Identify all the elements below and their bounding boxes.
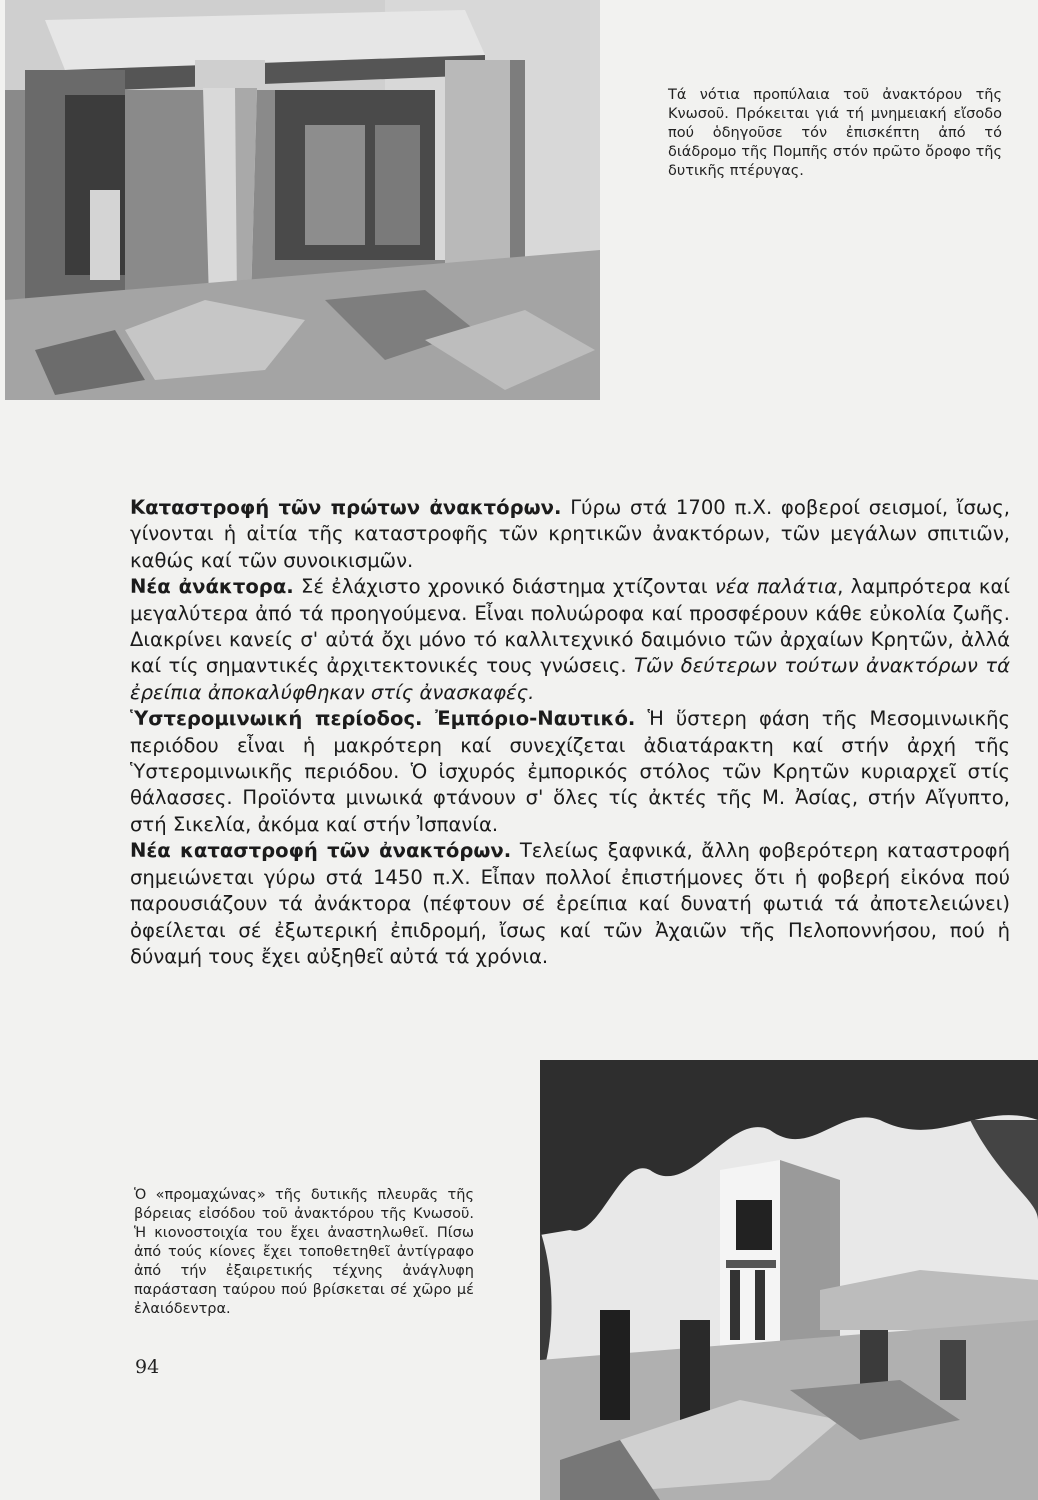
main-text bbox=[130, 495, 1010, 970]
paragraph-heading: Ὑστερομινωική περίοδος. Ἐμπόριο-Ναυτικό. bbox=[130, 707, 636, 731]
photo-north-entrance-bastion bbox=[540, 1060, 1038, 1500]
paragraph-italic: νέα παλάτια bbox=[714, 575, 838, 599]
paragraph-new-palaces bbox=[130, 574, 1010, 706]
paragraph-heading: Καταστροφή τῶν πρώτων ἀνακτόρων. bbox=[130, 496, 562, 519]
caption-bastion: Ὁ «προμαχώνας» τῆς δυτικῆς πλευρᾶς τῆς βόρειας εἰσόδου τοῦ ἀνακτόρου τῆς Κνωσοῦ. Ἡ κιονοστοιχία του ἔχει ἀναστηλωθεῖ. Πίσω ἀπό τούς κίονες ἔχει τοποθετηθεῖ ἀντίγραφο ἀπό τήν ἐξαιρετικής τέχνης ἀνάγλυφη παράσταση ταύρου πού βρίσκεται σέ χῶρο μέ ἐλαιόδεντρα. bbox=[134, 1187, 474, 1317]
caption-south-propylaea: Τά νότια προπύλαια τοῦ ἀνακτόρου τῆς Κνωσοῦ. Πρόκειται γιά τή μνημειακή εἴσοδο πού ὁδηγοῦσε τόν ἐπισκέπτη ἀπό τό διάδρομο τῆς Πομπῆς στόν πρῶτο ὄροφο τῆς δυτικῆς πτέρυγας. bbox=[668, 87, 1002, 179]
paragraph-destruction-first-palaces bbox=[130, 495, 1010, 574]
photo-south-propylaea bbox=[5, 0, 600, 400]
paragraph-text: , λαμπρότερα καί μεγαλύτερα ἀπό τά προηγούμενα. Εἶναι πολυώροφα καί προσφέρουν κάθε εὐκολία ζωῆς. Διακρίνει κανείς σ' αὐτά ὄχι μόνο τό καλλιτεχνικό δαιμόνιο τῶν ἀρχαίων Κρητῶν, ἀλλά καί τίς σημαντικές ἀρχιτεκτονικές τους γνώσεις. bbox=[130, 575, 1010, 678]
paragraph-text: Σέ ἐλάχιστο χρονικό διάστημα χτίζονται bbox=[293, 575, 715, 599]
paragraph-italic: Τῶν δεύτερων τούτων ἀνακτόρων τά ἐρείπια ἀποκαλύφθηκαν στίς ἀνασκαφές. bbox=[130, 654, 1010, 704]
paragraph-late-minoan bbox=[130, 706, 1010, 838]
paragraph-heading: Νέα ἀνάκτορα. bbox=[130, 575, 294, 599]
paragraph-heading: Νέα καταστροφή τῶν ἀνακτόρων. bbox=[130, 839, 512, 863]
page-number: 94 bbox=[135, 1356, 160, 1378]
paragraph-text: Ἡ ὕστερη φάση τῆς Μεσομινωικῆς περιόδου εἶναι ἡ μακρότερη καί συνεχίζεται ἀδιατάρακτη καί στήν ἀρχή τῆς Ὑστερομινωικῆς περιόδου. Ὁ ἰσχυρός ἐμπορικός στόλος τῶν Κρητῶν κυριαρχεῖ στίς θάλασσες. Προϊόντα μινωικά φτάνουν σ' ὅλες τίς ἀκτές τῆς Μ. Ἀσίας, στήν Αἴγυπτο, στή Σικελία, ἀκόμα καί στήν Ἰσπανία. bbox=[130, 707, 1010, 836]
paragraph-new-destruction bbox=[130, 838, 1010, 970]
paragraph-text: Τελείως ξαφνικά, ἄλλη φοβερότερη καταστροφή σημειώνεται γύρω στά 1450 π.Χ. Εἶπαν πολλοί ἐπιστήμονες ὅτι ἡ φοβερή εἰκόνα πού παρουσιάζουν τά ἀνάκτορα (πέφτουν σέ ἐρείπια καί δυνατή φωτιά τά ἀποτελειώνει) ὀφείλεται σέ ἐξωτερική ἐπιδρομή, ἴσως καί τῶν Ἀχαιῶν τῆς Πελοποννήσου, πού ἡ δύναμή τους ἔχει αὐξηθεῖ αὐτά τά χρόνια. bbox=[130, 839, 1011, 968]
paragraph-text: Γύρω στά 1700 π.Χ. φοβεροί σεισμοί, ἴσως, γίνονται ἡ αἰτία τῆς καταστροφῆς τῶν κρητικῶν ἀνακτόρων, τῶν μεγάλων σπιτιῶν, καθώς καί τῶν συνοικισμῶν. bbox=[130, 496, 1010, 572]
